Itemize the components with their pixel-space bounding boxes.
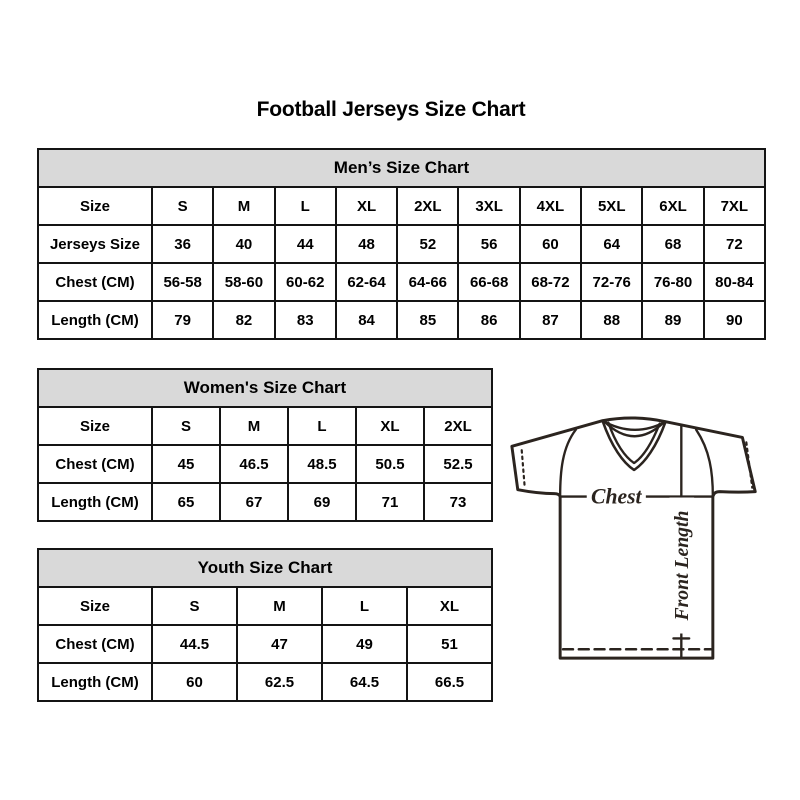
row-label: Chest (CM) [38, 263, 152, 301]
table-cell: 68-72 [520, 263, 581, 301]
table-cell: 48 [336, 225, 397, 263]
womens-table-header: Women's Size Chart [38, 369, 492, 407]
table-cell: 7XL [704, 187, 765, 225]
table-cell: 36 [152, 225, 213, 263]
row-label: Chest (CM) [38, 445, 152, 483]
page-title: Football Jerseys Size Chart [256, 98, 526, 121]
row-label: Size [38, 187, 152, 225]
table-cell: 56-58 [152, 263, 213, 301]
table-cell: 60-62 [275, 263, 336, 301]
table-cell: L [288, 407, 356, 445]
table-cell: 6XL [642, 187, 703, 225]
table-cell: 83 [275, 301, 336, 339]
table-row [38, 225, 765, 263]
table-row [38, 445, 492, 483]
table-cell: 40 [213, 225, 274, 263]
front-length-label: Front Length [671, 510, 694, 621]
table-row [38, 483, 492, 521]
table-row [38, 663, 492, 701]
table-cell: 5XL [581, 187, 642, 225]
table-cell: 64-66 [397, 263, 458, 301]
table-cell: 50.5 [356, 445, 424, 483]
table-cell: 82 [213, 301, 274, 339]
table-cell: 4XL [520, 187, 581, 225]
row-label: Size [38, 587, 152, 625]
mens-size-table [37, 148, 766, 340]
row-label: Length (CM) [38, 483, 152, 521]
table-cell: M [220, 407, 288, 445]
table-cell: 89 [642, 301, 703, 339]
table-cell: 66-68 [458, 263, 519, 301]
row-label: Size [38, 407, 152, 445]
jersey-measurement-diagram [503, 402, 769, 666]
row-label: Chest (CM) [38, 625, 152, 663]
table-cell: 47 [237, 625, 322, 663]
table-cell: 64 [581, 225, 642, 263]
table-cell: XL [407, 587, 492, 625]
table-cell: 69 [288, 483, 356, 521]
table-cell: 51 [407, 625, 492, 663]
table-cell: XL [336, 187, 397, 225]
table-cell: L [275, 187, 336, 225]
table-cell: 71 [356, 483, 424, 521]
table-cell: 62.5 [237, 663, 322, 701]
table-cell: 60 [152, 663, 237, 701]
table-cell: 68 [642, 225, 703, 263]
womens-table-header-row [38, 369, 492, 407]
table-cell: 86 [458, 301, 519, 339]
table-cell: M [213, 187, 274, 225]
table-cell: 62-64 [336, 263, 397, 301]
table-cell: L [322, 587, 407, 625]
table-cell: XL [356, 407, 424, 445]
table-cell: 88 [581, 301, 642, 339]
table-row [38, 301, 765, 339]
table-cell: 60 [520, 225, 581, 263]
table-cell: 72 [704, 225, 765, 263]
table-cell: 46.5 [220, 445, 288, 483]
table-cell: 44.5 [152, 625, 237, 663]
table-cell: 66.5 [407, 663, 492, 701]
table-cell: 64.5 [322, 663, 407, 701]
table-cell: 72-76 [581, 263, 642, 301]
mens-table-header-row [38, 149, 765, 187]
row-label: Length (CM) [38, 663, 152, 701]
mens-table-header: Men’s Size Chart [38, 149, 765, 187]
table-cell: 49 [322, 625, 407, 663]
table-cell: 73 [424, 483, 492, 521]
table-cell: 79 [152, 301, 213, 339]
youth-table-header: Youth Size Chart [38, 549, 492, 587]
row-label: Jerseys Size [38, 225, 152, 263]
table-cell: 90 [704, 301, 765, 339]
table-row [38, 407, 492, 445]
row-label: Length (CM) [38, 301, 152, 339]
table-cell: 52.5 [424, 445, 492, 483]
womens-size-table [37, 368, 493, 522]
jersey-outline [512, 418, 755, 658]
jersey-diagram-svg [503, 402, 769, 666]
table-cell: 45 [152, 445, 220, 483]
table-cell: 65 [152, 483, 220, 521]
table-cell: 52 [397, 225, 458, 263]
table-cell: 2XL [424, 407, 492, 445]
youth-table-header-row [38, 549, 492, 587]
table-cell: 87 [520, 301, 581, 339]
table-row [38, 263, 765, 301]
table-cell: 48.5 [288, 445, 356, 483]
chest-label: Chest [591, 484, 642, 509]
table-row [38, 625, 492, 663]
table-cell: 2XL [397, 187, 458, 225]
table-cell: 58-60 [213, 263, 274, 301]
table-row [38, 187, 765, 225]
table-cell: S [152, 187, 213, 225]
youth-size-table [37, 548, 493, 702]
table-cell: 76-80 [642, 263, 703, 301]
table-row [38, 587, 492, 625]
table-cell: 67 [220, 483, 288, 521]
table-cell: M [237, 587, 322, 625]
table-cell: 44 [275, 225, 336, 263]
table-cell: 3XL [458, 187, 519, 225]
table-cell: S [152, 587, 237, 625]
table-cell: S [152, 407, 220, 445]
table-cell: 85 [397, 301, 458, 339]
table-cell: 84 [336, 301, 397, 339]
table-cell: 56 [458, 225, 519, 263]
table-cell: 80-84 [704, 263, 765, 301]
